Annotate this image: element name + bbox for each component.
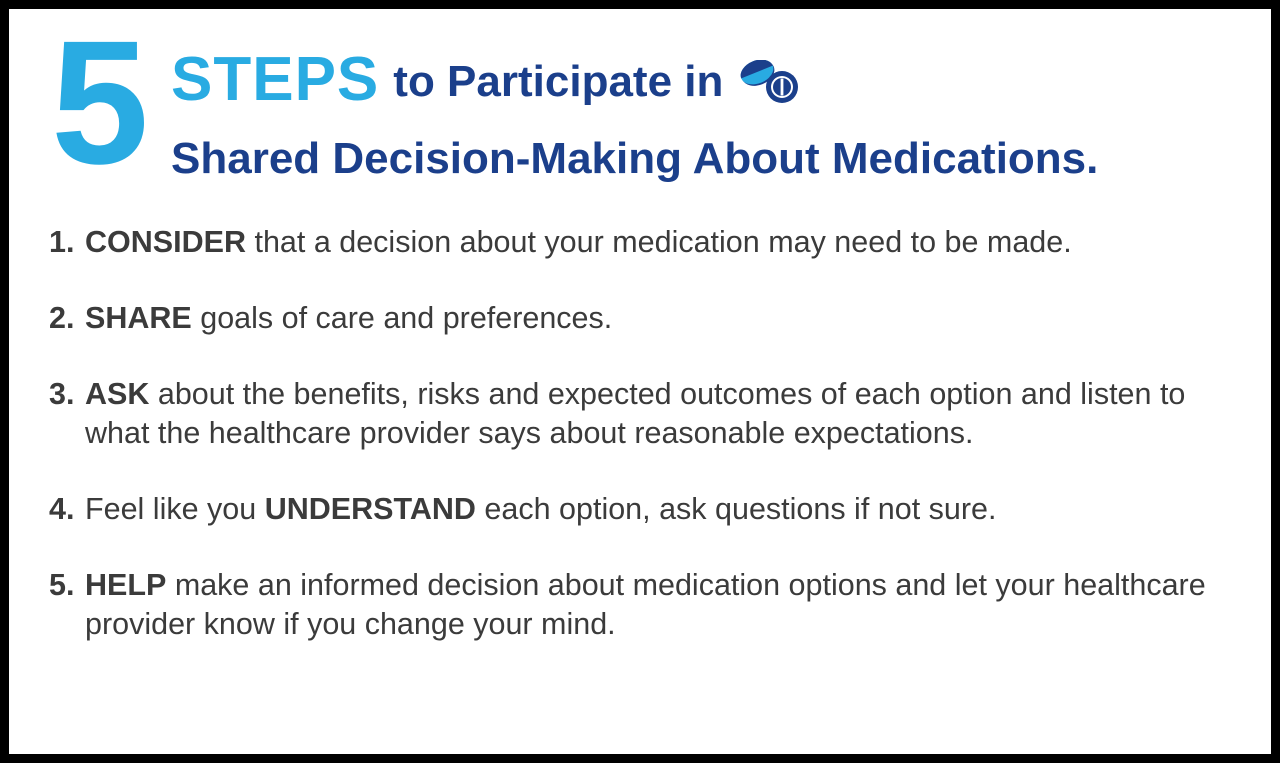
step-keyword: UNDERSTAND: [264, 492, 476, 526]
step-text: [85, 223, 1237, 262]
step-text-after: each option, ask questions if not sure.: [475, 492, 997, 526]
step-count-numeral: 5: [51, 5, 143, 201]
step-text: [85, 299, 1237, 338]
title-line-1: [171, 45, 1237, 127]
step-text-after: about the benefits, risks and expected outcomes of each option and listen to what the healthcare provider says about reasonable expectations.: [85, 377, 1186, 450]
step-text: [85, 375, 1237, 453]
title-line-1-rest: to Participate in: [393, 57, 724, 106]
step-keyword: CONSIDER: [85, 225, 246, 259]
title-word-steps: STEPS: [171, 45, 380, 114]
title-block: [171, 45, 1237, 185]
step-keyword: HELP: [85, 568, 167, 602]
step-keyword: SHARE: [85, 301, 192, 335]
poster-header: [43, 5, 1237, 205]
pills-icon: [735, 60, 801, 106]
step-keyword: ASK: [85, 377, 150, 411]
step-text-before: Feel like you: [85, 492, 265, 526]
step-text: [85, 490, 1237, 529]
step-text-after: that a decision about your medication may need to be made.: [246, 225, 1072, 259]
step-number: 3.: [49, 377, 75, 411]
step-text-after: goals of care and preferences.: [191, 301, 613, 335]
list-item: [49, 490, 1237, 529]
list-item: [49, 299, 1237, 338]
steps-list: [43, 223, 1237, 644]
title-line-2: Shared Decision-Making About Medications.: [171, 134, 1099, 183]
poster-content: [9, 5, 1271, 754]
step-number: 1.: [49, 225, 75, 259]
step-number: 4.: [49, 492, 75, 526]
step-number: 5.: [49, 568, 75, 602]
list-item: [49, 375, 1237, 453]
step-text-after: make an informed decision about medication options and let your healthcare provider know if you change your mind.: [85, 568, 1206, 641]
step-number: 2.: [49, 301, 75, 335]
list-item: [49, 223, 1237, 262]
list-item: [49, 566, 1237, 644]
step-text: [85, 566, 1237, 644]
